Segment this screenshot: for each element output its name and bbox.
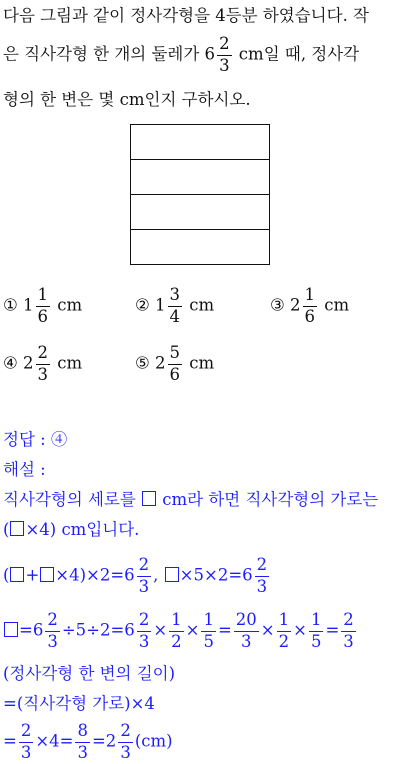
explanation-label: 해설 : bbox=[3, 460, 46, 479]
blank-box-icon bbox=[142, 491, 156, 506]
rectangle-strip bbox=[130, 159, 270, 195]
question-text: 은 직사각형 한 개의 둘레가 6 bbox=[3, 44, 216, 64]
rectangle-strip bbox=[130, 229, 270, 265]
question-text: cm일 때, 정사각 bbox=[233, 44, 360, 64]
blank-box-icon bbox=[4, 622, 18, 637]
divided-square-figure bbox=[130, 124, 270, 266]
equation-2: =6 $\frac{2}{3}$ ÷5÷2=6 $\frac{2}{3}$ × $\frac{1}{2}$ × $\frac{1}{5}$ = $\frac{20}{3}$ × $\frac{1}{2}$ × $\frac{1}{5}$ = $\frac{2}{3}$ bbox=[3, 612, 358, 650]
explanation-line-4: =(직사각형 가로)×4 bbox=[3, 694, 155, 713]
equation-3: = $\frac{2}{3}$ ×4= $\frac{8}{3}$ =2 $\frac{2}{3}$ (cm) bbox=[3, 721, 173, 762]
choice-4[interactable]: ④ 2 $\frac{2}{3}$ cm bbox=[3, 343, 83, 384]
choice-5[interactable]: ⑤ 2 $\frac{5}{6}$ cm bbox=[135, 343, 215, 384]
equation-1: ( + ×4)×2=6 $\frac{2}{3}$ , ×5×2=6 $\frac{2}{3}$ bbox=[3, 555, 268, 596]
rectangle-strip bbox=[130, 124, 270, 160]
fraction: $\frac{2}{3}$ bbox=[219, 34, 230, 75]
blank-box-icon bbox=[10, 567, 24, 582]
blank-box-icon bbox=[40, 567, 54, 582]
question-line-1: 다음 그림과 같이 정사각형을 4등분 하였습니다. 작 bbox=[3, 6, 369, 25]
explanation-line-2: ( ×4) cm입니다. bbox=[3, 520, 140, 539]
answer-label: 정답 : ④ bbox=[3, 430, 68, 449]
question-line-2 bbox=[3, 36, 359, 74]
question-line-3: 형의 한 변은 몇 cm인지 구하시오. bbox=[3, 90, 251, 109]
blank-box-icon bbox=[165, 567, 179, 582]
explanation-line-1: 직사각형의 세로를 cm라 하면 직사각형의 가로는 bbox=[3, 490, 379, 509]
rectangle-strip bbox=[130, 194, 270, 230]
choice-1[interactable]: ① 1 $\frac{1}{6}$ cm bbox=[3, 285, 83, 326]
choice-2[interactable]: ② 1 $\frac{3}{4}$ cm bbox=[135, 285, 215, 326]
choice-3[interactable]: ③ 2 $\frac{1}{6}$ cm bbox=[270, 285, 350, 326]
explanation-line-3: (정사각형 한 변의 길이) bbox=[3, 664, 176, 683]
blank-box-icon bbox=[10, 521, 24, 536]
